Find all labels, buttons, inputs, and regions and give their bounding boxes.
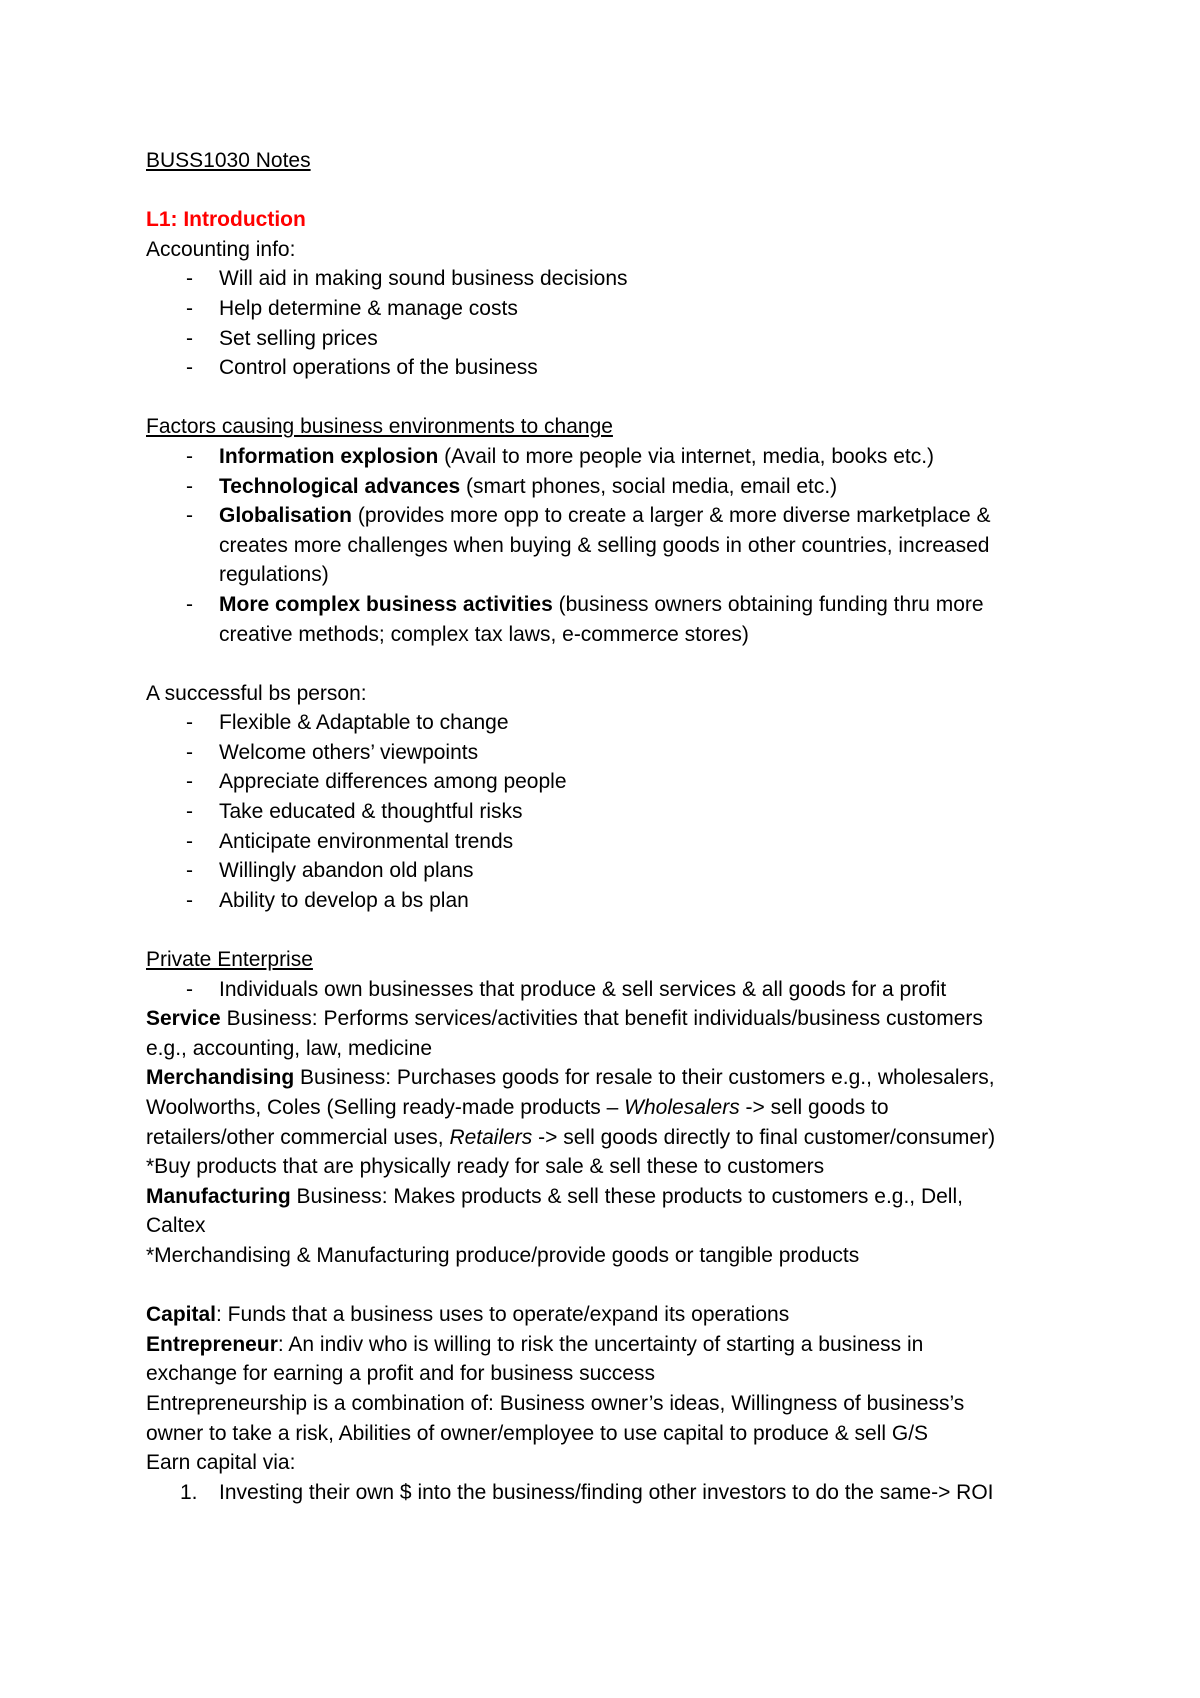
private-enterprise-heading: Private Enterprise [146,948,313,972]
bs-person-list [146,708,1076,915]
merchandising-business-def-cont: retailers/other commercial uses, Retailers -> sell goods directly to final customer/consumer) [146,1125,996,1149]
bullet-dash: - [186,474,193,498]
bullet-dash: - [186,977,193,1001]
spacer [146,176,1076,206]
accounting-list [146,264,1076,382]
earn-capital-intro: Earn capital via: [146,1451,296,1475]
bullet-dash: - [186,888,193,912]
bullet-dash: - [186,829,193,853]
capital-def: Capital: Funds that a business uses to operate/expand its operations [146,1303,790,1327]
merchandising-business-def-cont: Woolworths, Coles (Selling ready-made products – Wholesalers -> sell goods to [146,1096,889,1119]
list-item: - Willingly abandon old plans [146,856,1076,886]
list-item: - Help determine & manage costs [146,294,1076,324]
list-item-continued: creates more challenges when buying & selling goods in other countries, increased [219,533,990,557]
manufacturing-business-def-cont: Caltex [146,1214,206,1238]
bs-person-intro: A successful bs person: [146,681,367,705]
entrepreneurship-def-cont: owner to take a risk, Abilities of owner/employee to use capital to produce & sell G/S [146,1421,929,1445]
entrepreneur-def-cont: exchange for earning a profit and for business success [146,1362,655,1386]
list-item: - Take educated & thoughtful risks [146,797,1076,827]
bullet-dash: - [186,356,193,380]
note-line: *Buy products that are physically ready for sale & sell these to customers [146,1155,825,1179]
list-item: - Globalisation (provides more opp to create a larger & more diverse marketplace & [146,501,1076,531]
bullet-dash: - [186,326,193,350]
note-line: *Merchandising & Manufacturing produce/provide goods or tangible products [146,1243,860,1267]
bullet-dash: - [186,267,193,291]
list-item: - More complex business activities (business owners obtaining funding thru more [146,590,1076,620]
numbered-list-item: 1. Investing their own $ into the business/finding other investors to do the same-> ROI [146,1478,1076,1508]
list-item: - Welcome others’ viewpoints [146,738,1076,768]
spacer [146,383,1076,413]
service-business-def: Service Business: Performs services/activities that benefit individuals/business customers [146,1007,983,1031]
list-item: - Will aid in making sound business decisions [146,264,1076,294]
list-item: - Anticipate environmental trends [146,827,1076,857]
factors-heading: Factors causing business environments to change [146,415,613,439]
entrepreneurship-def: Entrepreneurship is a combination of: Business owner’s ideas, Willingness of business’s [146,1391,965,1415]
bullet-dash: - [186,859,193,883]
list-item: - Set selling prices [146,324,1076,354]
bullet-dash: - [186,296,193,320]
spacer [146,649,1076,679]
spacer [146,1271,1076,1301]
bullet-dash: - [186,800,193,824]
list-item: - Control operations of the business [146,353,1076,383]
list-item-continued: creative methods; complex tax laws, e-commerce stores) [219,622,749,646]
list-item: - Ability to develop a bs plan [146,886,1076,916]
list-item: - Appreciate differences among people [146,767,1076,797]
doc-title: BUSS1030 Notes [146,149,311,172]
document-page [146,146,1076,1507]
bullet-dash: - [186,740,193,764]
entrepreneur-def: Entrepreneur: An indiv who is willing to risk the uncertainty of starting a business in [146,1332,924,1356]
bullet-dash: - [186,444,193,468]
bullet-dash: - [186,711,193,735]
merchandising-business-def: Merchandising Business: Purchases goods for resale to their customers e.g., wholesalers, [146,1066,995,1090]
bullet-dash: - [186,592,193,616]
spacer [146,915,1076,945]
accounting-intro: Accounting info: [146,237,296,261]
factors-list [146,442,1076,649]
section-heading-l1: L1: Introduction [146,208,306,232]
manufacturing-business-def: Manufacturing Business: Makes products & sell these products to customers e.g., Dell, [146,1184,963,1208]
bullet-dash: - [186,770,193,794]
bullet-dash: - [186,504,193,528]
service-business-def-cont: e.g., accounting, law, medicine [146,1036,433,1060]
list-item: - Flexible & Adaptable to change [146,708,1076,738]
list-number: 1. [180,1480,198,1504]
list-item-continued: regulations) [219,563,329,587]
list-item: - Technological advances (smart phones, social media, email etc.) [146,472,1076,502]
list-item: - Individuals own businesses that produce & sell services & all goods for a profit [146,975,1076,1005]
list-item: - Information explosion (Avail to more people via internet, media, books etc.) [146,442,1076,472]
